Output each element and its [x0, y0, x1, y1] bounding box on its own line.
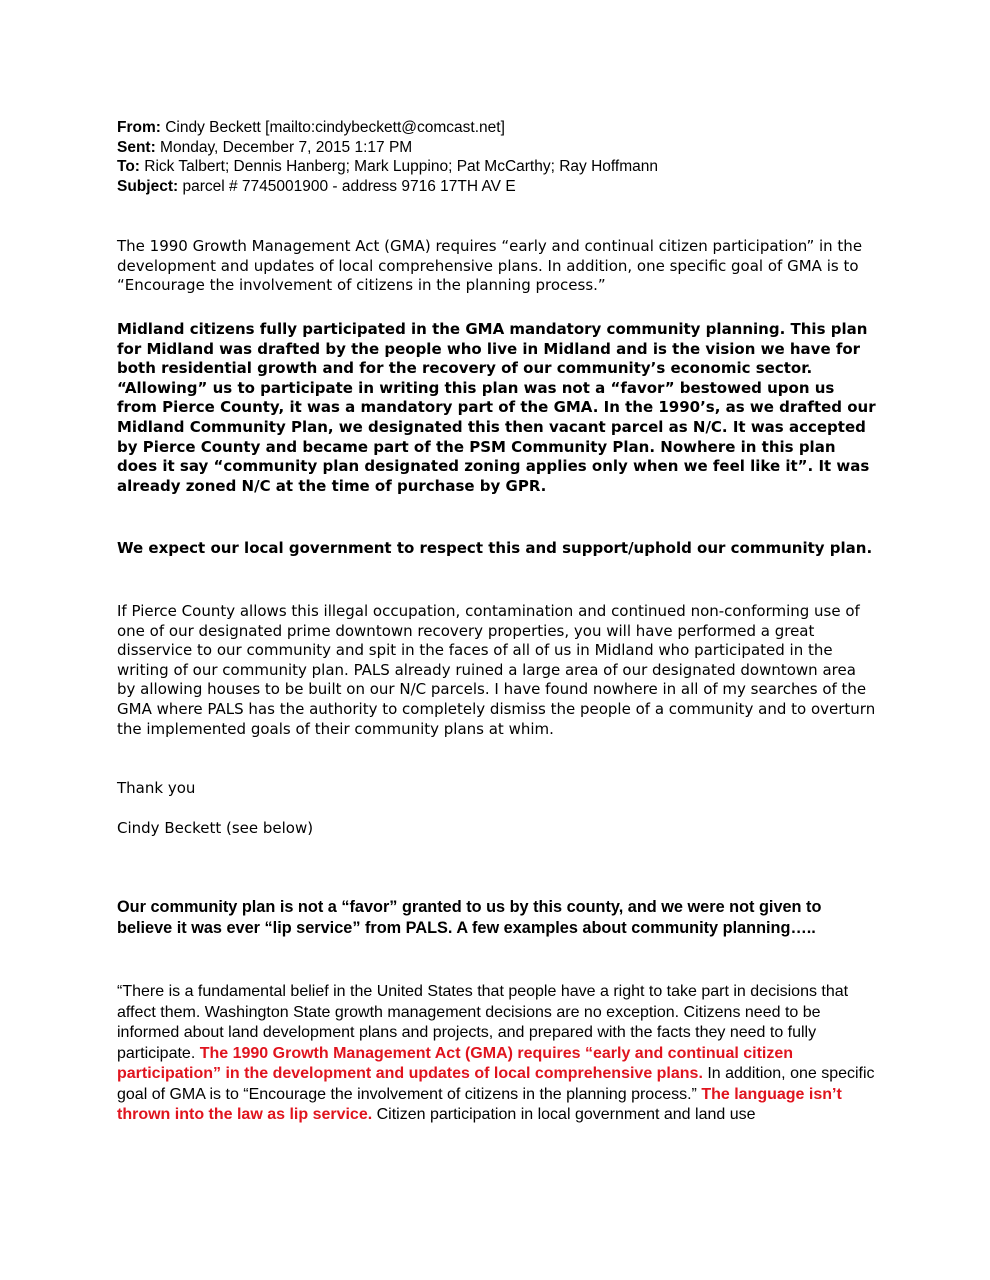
from-value: Cindy Beckett [mailto:cindybeckett@comcast.net] — [160, 119, 505, 136]
email-header — [117, 118, 937, 196]
to-value: Rick Talbert; Dennis Hanberg; Mark Luppino; Pat McCarthy; Ray Hoffmann — [139, 158, 658, 175]
signature-line: Cindy Beckett (see below) — [117, 819, 314, 837]
sent-value: Monday, December 7, 2015 1:17 PM — [155, 138, 413, 156]
community-plan-heading: Our community plan is not a “favor” granted to us by this county, and we were not given to believe it was ever “lip service” from PALS. A few examples about community planning….. — [117, 898, 822, 937]
midland-participation-paragraph: Midland citizens fully participated in the GMA mandatory community planning. This plan for Midland was drafted by the people who live in Midland and is the vision we have for both residential growth and for the recovery of our community’s economic sector. “Allowing” us to participate in writing this plan was not a “favor” bestowed upon us from Pierce County, it was a mandatory part of the GMA. In the 1990’s, as we drafted our Midland Community Plan, we designated this then vacant parcel as N/C. It was accepted by Pierce County and became part of the PSM Community Plan. Nowhere in this plan does it say “community plan designated zoning applies only when we feel like it”. It was already zoned N/C at the time of purchase by GPR. — [117, 320, 876, 495]
from-label: From: — [117, 119, 161, 136]
excerpt-highlight-2: The language isn’t thrown into the law as lip service. — [117, 1085, 842, 1123]
subject-line — [117, 177, 937, 197]
excerpt-highlight-1: The 1990 Growth Management Act (GMA) requires “early and continual citizen participation” in the development and updates of local comprehensive plans. — [117, 1044, 794, 1082]
thank-you-line: Thank you — [117, 779, 196, 797]
sent-line — [117, 138, 937, 158]
excerpt-text-c: Citizen participation in local government and land use — [372, 1106, 756, 1123]
excerpt-text-b: In addition, one specific goal of GMA is to “Encourage the involvement of citizens in the planning process.” — [117, 1065, 875, 1103]
expectation-paragraph: We expect our local government to respect this and support/uphold our community plan. — [117, 539, 873, 557]
to-label: To: — [117, 158, 140, 175]
to-line — [117, 157, 937, 177]
subject-value: parcel # 7745001900 - address 9716 17TH AV E — [178, 177, 516, 195]
from-line — [117, 118, 937, 138]
subject-label: Subject: — [117, 177, 179, 195]
excerpt-text-a: “There is a fundamental belief in the United States that people have a right to take part in decisions that affect them. Washington State growth management decisions are no exception. Citizens need to be informed about land development plans and projects, and prepared with the facts they need to fully participate. — [117, 983, 849, 1062]
sent-label: Sent: — [117, 138, 156, 156]
quoted-excerpt-paragraph — [117, 982, 877, 1126]
disservice-paragraph: If Pierce County allows this illegal occupation, contamination and continued non-conforming use of one of our designated prime downtown recovery properties, you will have performed a great disservice to our community and spit in the faces of all of us in Midland who participated in the writing of our community plan. PALS already ruined a large area of our designated downtown area by allowing houses to be built on our N/C parcels. I have found nowhere in all of my searches of the GMA where PALS has the authority to completely dismiss the people of a community and to overturn the implemented goals of their community plans at whim. — [117, 602, 876, 738]
gma-intro-paragraph: The 1990 Growth Management Act (GMA) requires “early and continual citizen participation” in the development and updates of local comprehensive plans. In addition, one specific goal of GMA is to “Encourage the involvement of citizens in the planning process.” — [117, 237, 863, 295]
